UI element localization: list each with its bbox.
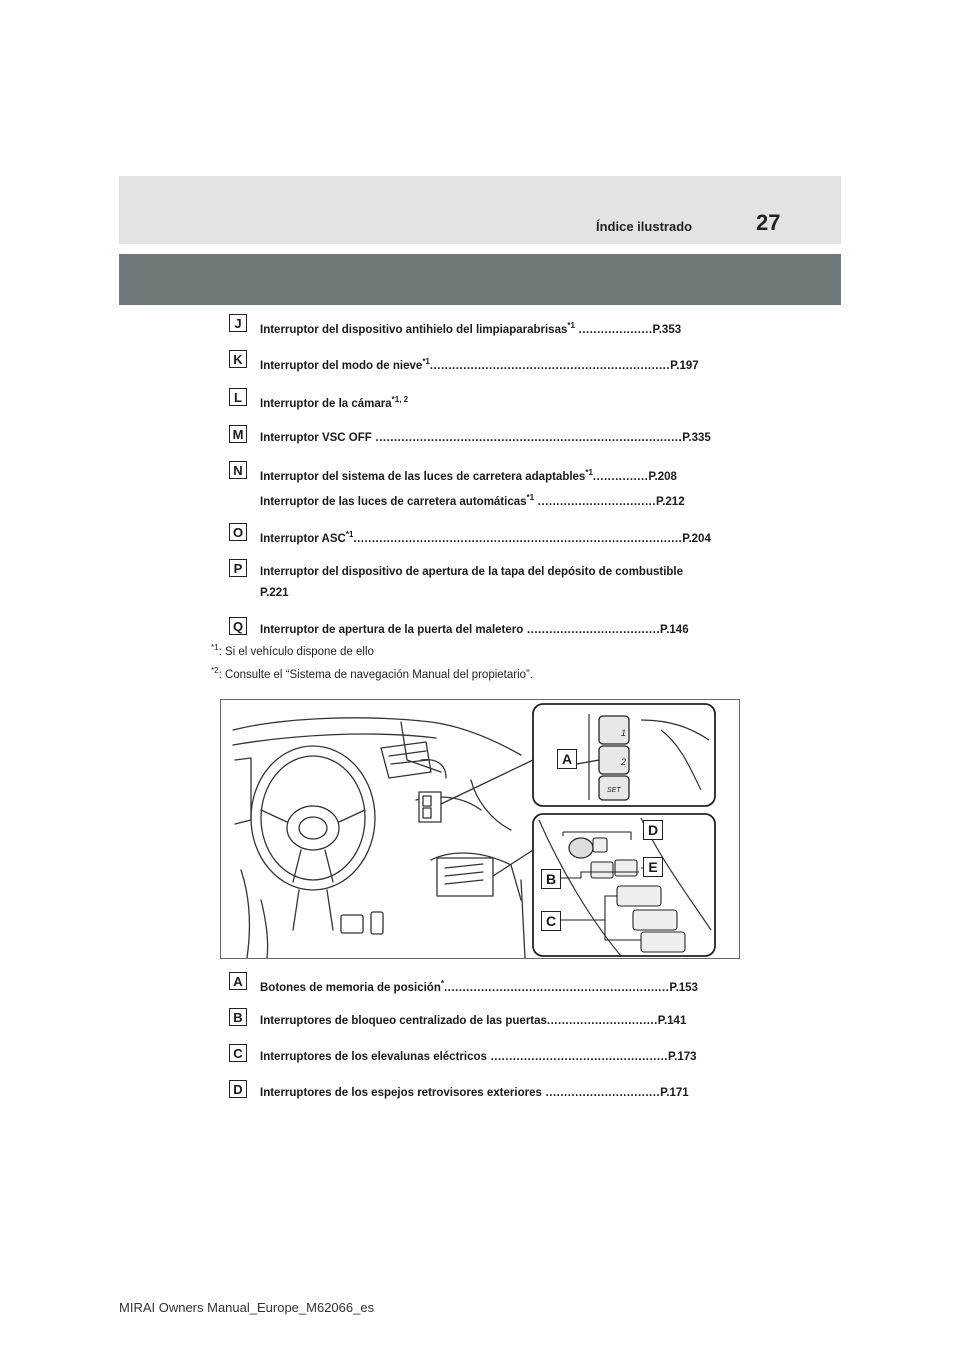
- dark-band: [119, 254, 841, 305]
- badge: C: [229, 1044, 247, 1062]
- sub-entry-fuel-lid-ref: P.221: [260, 587, 289, 599]
- badge: L: [229, 388, 247, 406]
- entry-text: Interruptor de la cámara$^{*1, 2}$: [260, 395, 409, 410]
- entry-text: Interruptor del sistema de las luces de carretera adaptables$^{*1}$...............P.208: [260, 468, 677, 483]
- entry-k: [229, 350, 729, 374]
- entry-text: Interruptor ASC$^{*1}$.........................................................................................P.204: [260, 530, 711, 545]
- callout-c: C: [541, 911, 561, 931]
- entry-text: Interruptores de los espejos retrovisores exteriores ...............................P.171: [260, 1087, 689, 1099]
- entry-text: Interruptor del dispositivo antihielo del limpiaparabrisas$^{*1}$ ....................P.353: [260, 321, 682, 336]
- entry-c: [229, 1044, 729, 1068]
- header-band: [119, 176, 841, 244]
- page-number: 27: [756, 210, 781, 235]
- entry-q: [229, 617, 729, 641]
- badge: B: [229, 1008, 247, 1026]
- entry-a: [229, 972, 729, 996]
- entry-text: Interruptor del modo de nieve$^{*1}$.................................................................P.197: [260, 357, 699, 372]
- badge: M: [229, 425, 247, 443]
- badge: D: [229, 1080, 247, 1098]
- callout-d: D: [643, 820, 663, 840]
- sub-entry-automatic-lights: Interruptor de las luces de carretera automáticas$^{*1}$ ................................P.212: [260, 493, 685, 508]
- badge: N: [229, 461, 247, 479]
- section-title: Índice ilustrado: [596, 219, 693, 234]
- entry-text: Interruptor de apertura de la puerta del maletero ....................................P.146: [260, 624, 689, 636]
- entry-l: [229, 388, 729, 412]
- callout-a: A: [557, 749, 577, 769]
- footnote-2: $^{*2}$: Consulte el “Sistema de navegación Manual del propietario”.: [211, 666, 534, 681]
- entry-m: [229, 425, 729, 449]
- entry-text: Botones de memoria de posición*.............................................................P.153: [260, 979, 698, 994]
- badge: P: [229, 559, 247, 577]
- entry-d: [229, 1080, 729, 1104]
- badge: K: [229, 350, 247, 368]
- entry-n: [229, 461, 729, 485]
- badge: J: [229, 314, 247, 332]
- entry-text: Interruptor del dispositivo de apertura de la tapa del depósito de combustible: [260, 566, 684, 578]
- memory-label-set: SET: [607, 787, 621, 794]
- callout-e: E: [643, 857, 663, 877]
- entry-o: [229, 523, 729, 547]
- entry-j: [229, 314, 729, 338]
- footer-text: MIRAI Owners Manual_Europe_M62066_es: [119, 1300, 375, 1315]
- badge: O: [229, 523, 247, 541]
- badge: Q: [229, 617, 247, 635]
- callout-b: B: [541, 869, 561, 889]
- dashboard-illustration: [220, 699, 740, 959]
- entry-text: Interruptores de los elevalunas eléctricos ................................................P.173: [260, 1051, 697, 1063]
- memory-label-1: 1: [621, 728, 627, 738]
- entry-text: Interruptores de bloqueo centralizado de las puertas..............................P.141: [260, 1015, 687, 1027]
- memory-label-2: 2: [621, 757, 627, 767]
- badge: A: [229, 972, 247, 990]
- entry-text: Interruptor VSC OFF ...................................................................................P.335: [260, 432, 711, 444]
- entry-p: [229, 559, 729, 583]
- footnote-1: $^{*1}$: Si el vehículo dispone de ello: [211, 643, 374, 658]
- entry-b: [229, 1008, 729, 1032]
